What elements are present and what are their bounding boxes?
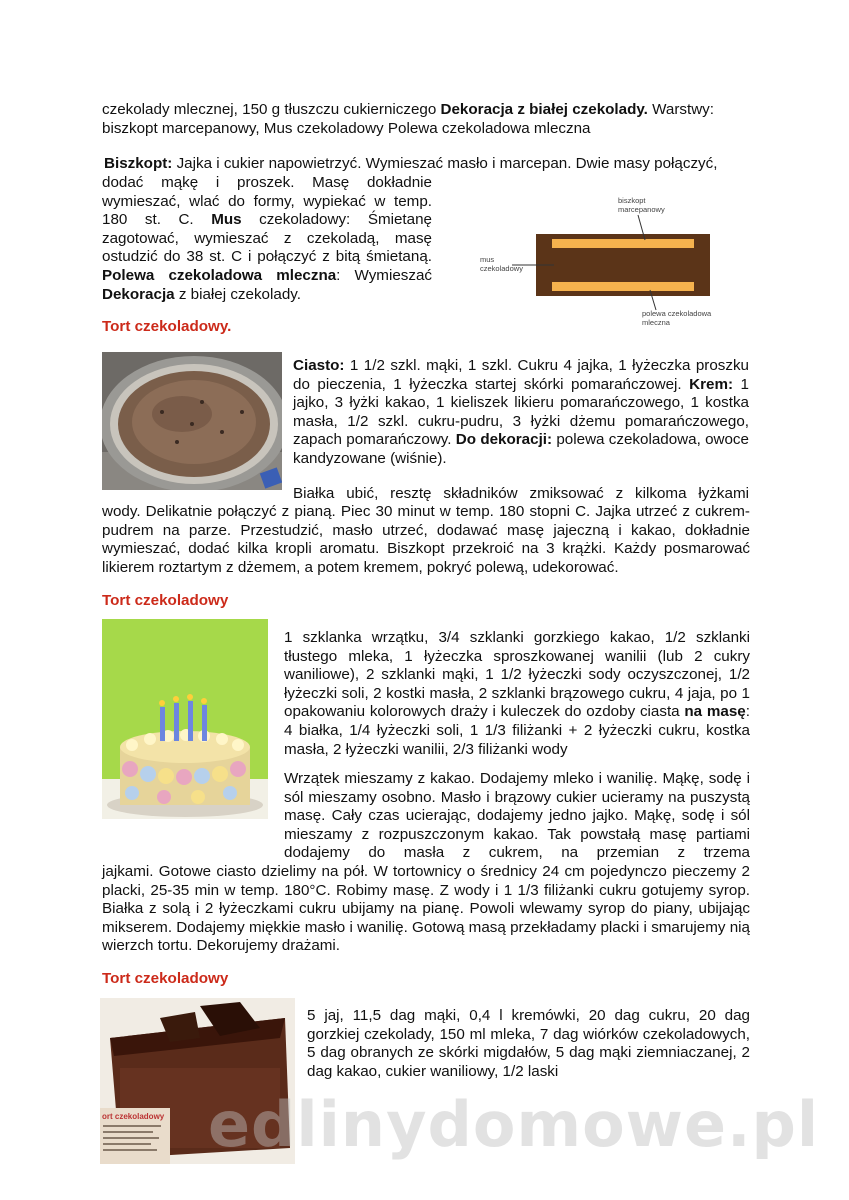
recipe1-steps — [102, 503, 750, 577]
recipe2-text-2: : 4 białka, 1/4 łyżeczki soli, 1 1/3 filiżanki + 2 łyżeczki cukru, kostka masła, 2 łyżeczki wanilii, 2/3 filiżanki wody — [284, 703, 750, 758]
na-mase-label: na masę — [684, 703, 746, 721]
dodekoracji-label: Do dekoracji: — [455, 431, 553, 449]
recipe2-text-1: 1 szklanka wrzątku, 3/4 szklanki gorzkiego kakao, 1/2 szklanki tłustego mleka, 1 łyżeczka sproszkowanej wanilii (lub 2 cukry waniliowe), 2 szklanki mąki, 1 1/2 łyżeczki sody oczyszczonej, 1/2 łyżeczki soli, 2 kostki masła, 2 szklanki brązowego cukru, 4 jaja, po 1 opakowaniu kolorowych draży i kuleczek do ozdoby ciasta — [284, 629, 750, 721]
intro-bold: Dekoracja z białej czekolady. — [440, 101, 648, 118]
polewa-label: Polewa czekoladowa mleczna — [102, 266, 337, 284]
recipe1-text-2: 1 jajko, 3 łyżki kakao, 1 kieliszek likieru pomarańczowego, 1 kostka masła, 1/2 szkl. cukru-pudru, 3 łyżki dżemu pomarańczowego, zapach pomarańczowy. — [293, 375, 749, 449]
biszkopt-first-line — [104, 155, 750, 174]
recipe1-title: Tort czekoladowy. — [102, 318, 232, 335]
biszkopt-text-3: : Wymieszać — [336, 266, 432, 284]
recipe3-title: Tort czekoladowy — [102, 970, 229, 987]
krem-label: Krem: — [689, 375, 734, 393]
recipe1-ingredients — [293, 357, 749, 469]
recipe1-steps-first-text: Białka ubić, resztę składników zmiksować z kilkoma łyżkami — [293, 485, 749, 502]
diagram-label-bottom-2: mleczna — [642, 318, 670, 327]
recipe2-steps-part1 — [284, 770, 750, 863]
recipe1-steps-text: wody. Delikatnie połączyć z pianą. Piec 30 minut w temp. 180 stopni C. Jajka utrzeć z cukrem-pudrem na parze. Przestudzić, masło utrzeć, dodawać masę jajeczną i kakao, dokładnie wymieszać, dodać kilka kropli aromatu. Biszkopt przekroić na 3 krążki. Każdy posmarować likierem roztartym z dżemem, a potem kremem, pokryć polewą, udekorować. — [102, 503, 750, 576]
mus-label: Mus — [211, 211, 242, 229]
biszkopt-body — [102, 174, 432, 304]
intro-text-end: Warstwy: — [647, 101, 714, 118]
diagram-label-top-2: marcepanowy — [618, 205, 665, 214]
dekoracja-label: Dekoracja — [102, 285, 175, 303]
diagram-label-bottom-1: polewa czekoladowa — [642, 309, 712, 318]
diagram-glaze-layer — [552, 282, 694, 291]
recipe2-steps-text-2: jajkami. Gotowe ciasto dzielimy na pół. W tortownicy o średnicy 24 cm pojedynczo pieczemy 2 placki, 25-35 min w temp. 180°C. Robimy masę. Z wody i 1 1/3 filiżanki cukru gotujemy syrop. Białka z solą i 2 łyżeczkami cukru ubijamy na pianę. Powoli wlewamy syrop do piany, ubijając mikserem. Dodajemy miękkie masło i wanilię. Gotową masą przekładamy placki i smarujemy nią wierzch tortu. Dekorujemy drażami. — [102, 863, 750, 955]
diagram-label-left-1: mus — [480, 255, 495, 264]
biszkopt-text-1: dodać mąkę i proszek. Masę dokładnie wymieszać, wlać do formy, wypiekać w temp. 180 st. C. — [102, 174, 432, 229]
biszkopt-line1: Jajka i cukier napowietrzyć. Wymieszać masło i marcepan. Dwie masy połączyć, — [172, 155, 718, 172]
recipe1-text-1: 1 1/2 szkl. mąki, 1 szkl. Cukru 4 jajka, 1 łyżeczka proszku do pieczenia, 1 łyżeczka startej skórki pomarańczowej. — [293, 357, 749, 393]
diagram-marzipan-layer — [552, 239, 694, 248]
recipe2-photo — [102, 619, 268, 819]
watermark: edlinydomowe.pl — [208, 1088, 820, 1161]
intro-paragraph — [102, 101, 750, 138]
ciasto-label: Ciasto: — [293, 357, 345, 374]
recipe3-ingredients — [307, 1007, 750, 1081]
recipe2-ingredients — [284, 629, 750, 759]
biszkopt-label: Biszkopt: — [104, 155, 173, 172]
cake-layer-diagram — [470, 190, 730, 330]
recipe2-steps-part2 — [102, 863, 750, 956]
recipe1-text-3: polewa czekoladowa, owoce kandyzowane (wiśnie). — [293, 431, 749, 467]
recipe3-photo-caption: ort czekoladowy — [102, 1112, 165, 1121]
recipe1-steps-first — [293, 485, 749, 504]
biszkopt-text-2: czekoladowy: Śmietanę zagotować, wymieszać z czekoladą, masę ostudzić do 38 st. C i połączyć z bitą śmietaną. — [102, 211, 432, 266]
intro-text-2: biszkopt marcepanowy, Mus czekoladowy Polewa czekoladowa mleczna — [102, 119, 591, 137]
diagram-label-left-2: czekoladowy — [480, 264, 523, 273]
recipe1-photo — [102, 352, 282, 490]
diagram-label-top-1: biszkopt — [618, 196, 646, 205]
biszkopt-text-4: z białej czekolady. — [174, 285, 301, 303]
recipe3-text-1: 5 jaj, 11,5 dag mąki, 0,4 l kremówki, 20 dag cukru, 20 dag gorzkiej czekolady, 150 ml mleka, 7 dag wiórków czekoladowych, 5 dag obranych ze skórki migdałów, 5 dag mąki ziemniaczanej, 2 dag kakao, cukier waniliowy, 1/2 laski — [307, 1007, 750, 1080]
recipe2-title: Tort czekoladowy — [102, 592, 229, 609]
recipe2-steps-text-1: Wrzątek mieszamy z kakao. Dodajemy mleko i wanilię. Mąkę, sodę i sól mieszamy osobno. Masło i brązowy cukier ucieramy na puszystą masę. Cały czas ucierając, dodajemy jedno jajko. Mąkę, sodę i sól mieszamy z rozpuszczonym kakao. Tak powstałą masę partiami dodajemy do masła z cukrem, na przemian z trzema — [284, 770, 750, 862]
intro-text: czekolady mlecznej, 150 g tłuszczu cukierniczego — [102, 101, 441, 118]
